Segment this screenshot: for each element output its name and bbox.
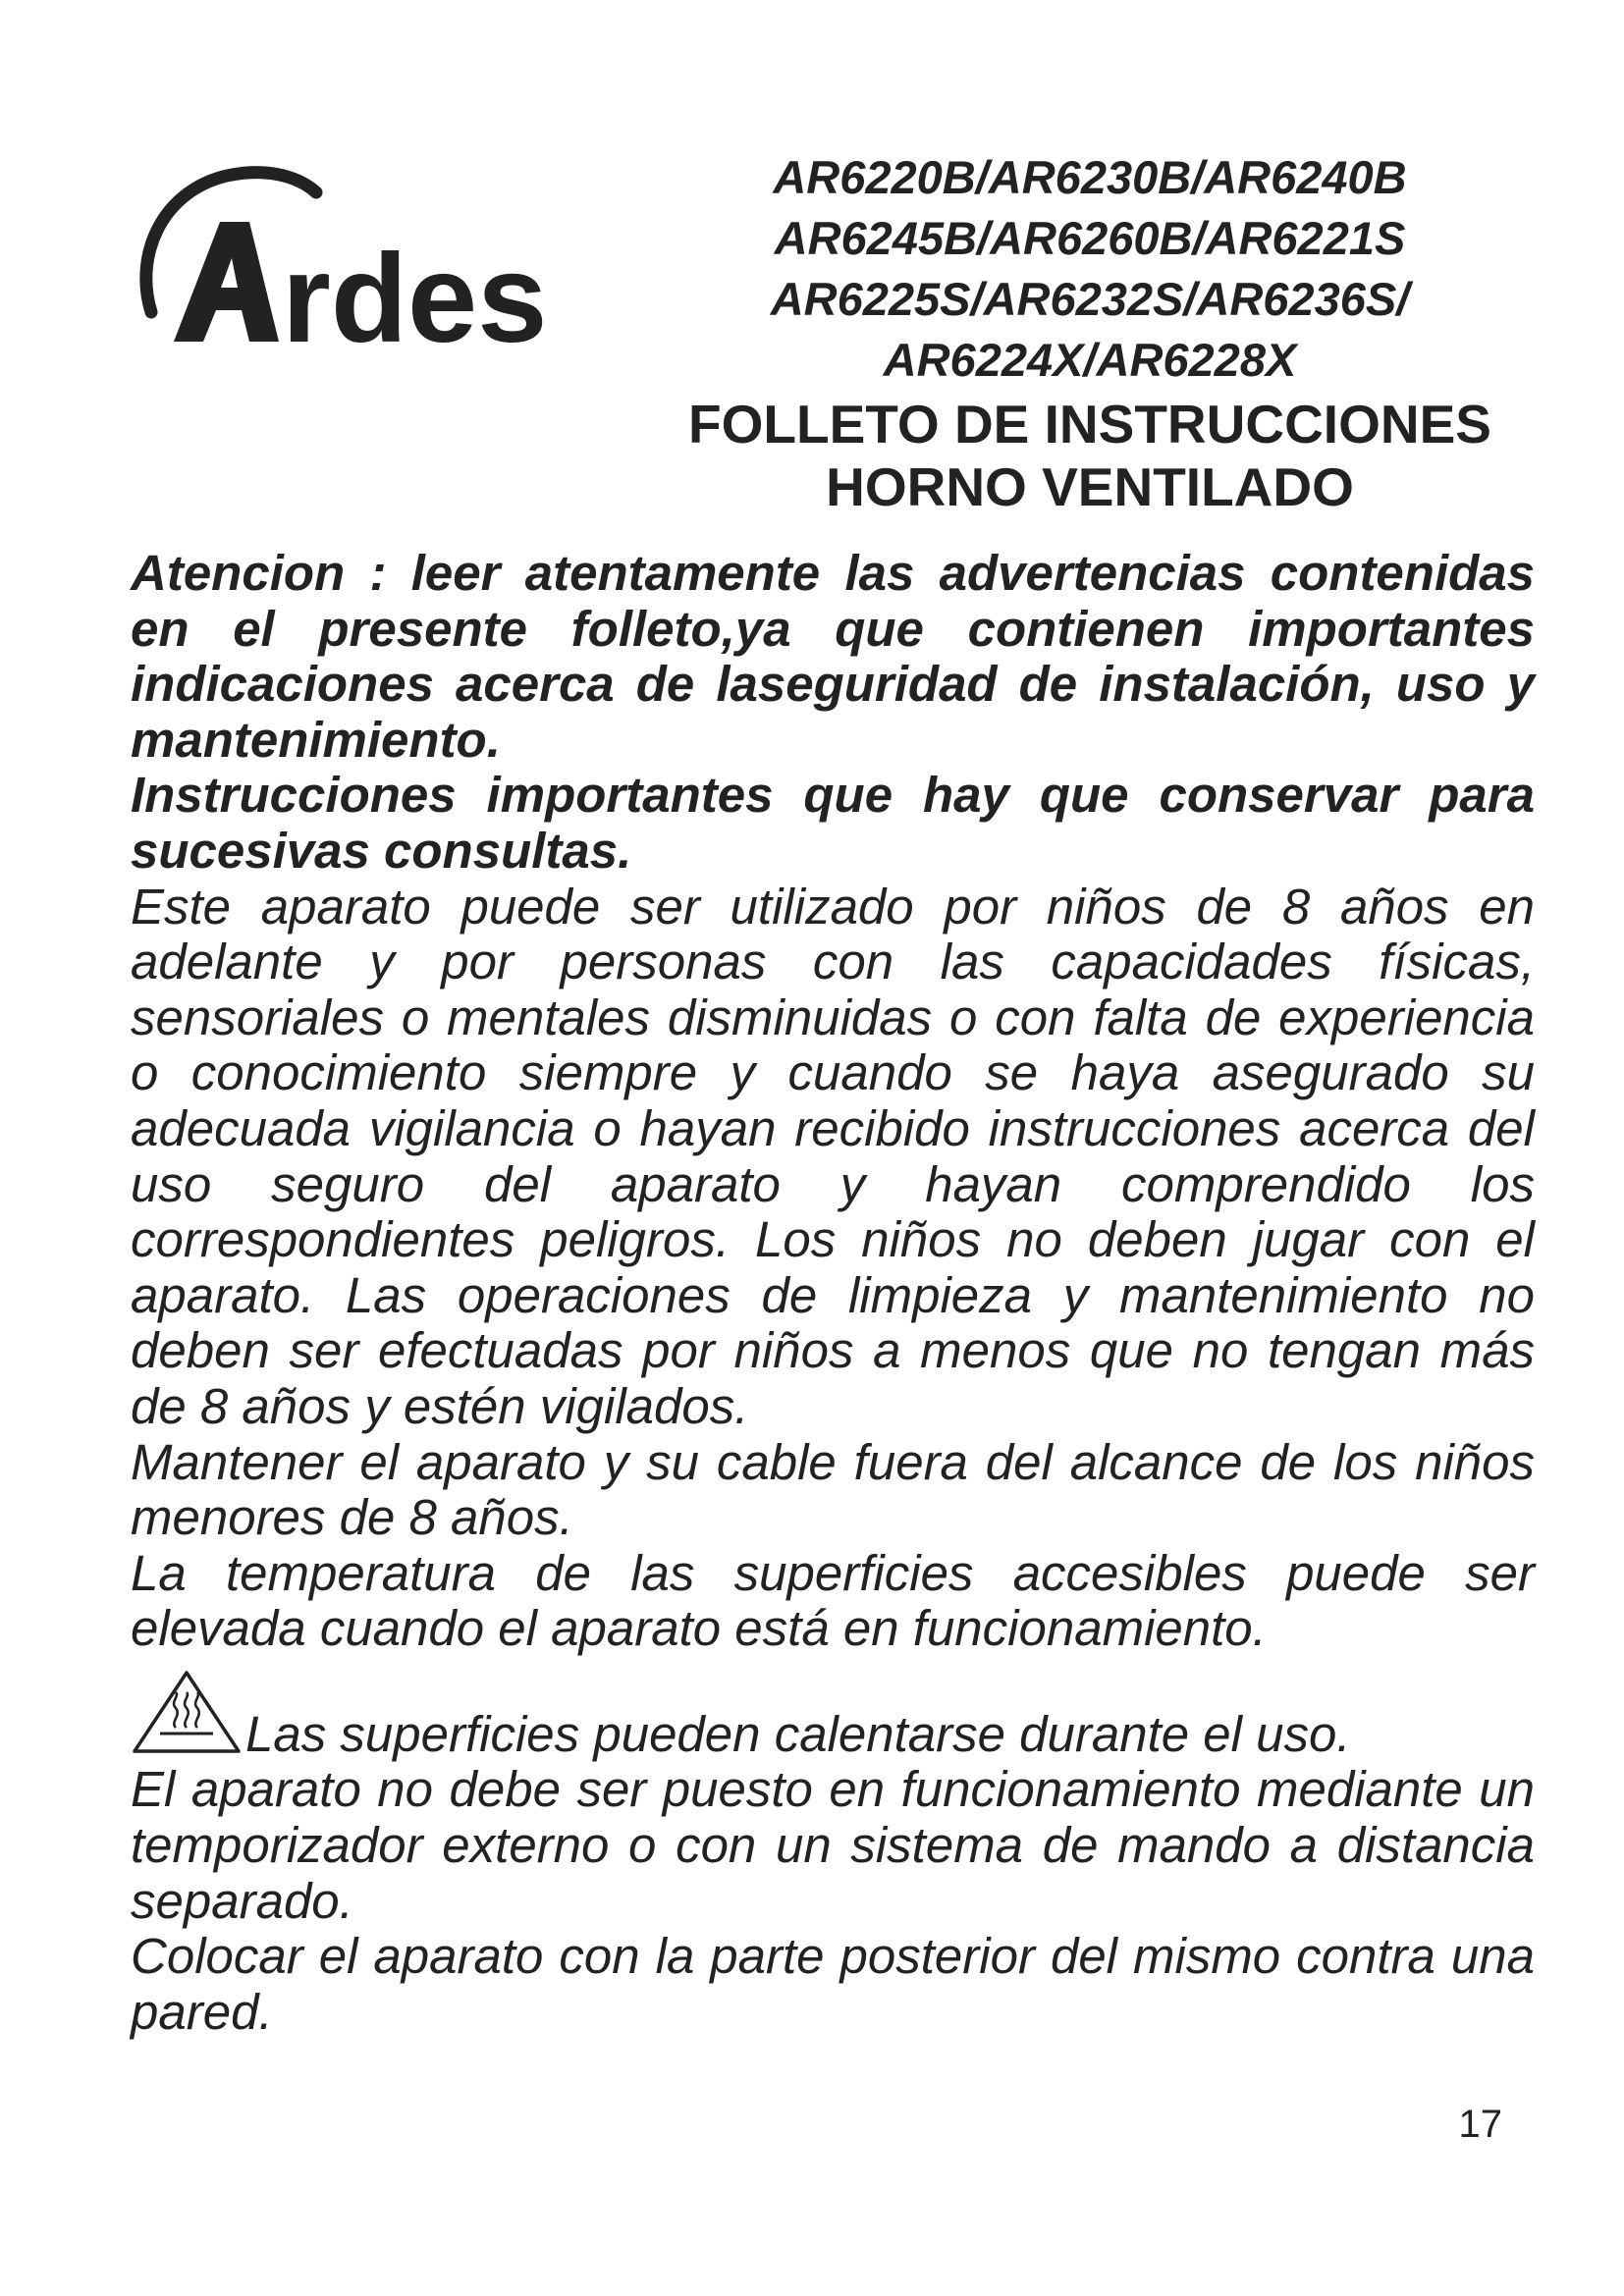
title-line: HORNO VENTILADO: [826, 456, 1354, 517]
hot-surfaces-text: Las superficies pueden calentarse durante el uso.: [245, 1705, 1351, 1762]
model-line: AR6224X/AR6228X: [883, 334, 1297, 386]
ardes-logo: [130, 165, 611, 371]
children-paragraph: Este aparato puede ser utilizado por niños de 8 años en adelante y por personas con las capacidades físicas, sensoriales o mentales disminuidas o con falta de experiencia o conocimiento siempre y cuando se haya asegurado su adecuada vigilancia o hayan recibido instrucciones acerca del uso seguro del aparato y hayan comprendido los correspondientes peligros. Los niños no deben jugar con el aparato. Las operaciones de limpieza y mantenimiento no deben ser efectuadas por niños a menos que no tengan más de 8 años y estén vigilados.: [131, 878, 1535, 1434]
model-line: AR6225S/AR6232S/AR6236S/: [770, 273, 1410, 325]
cable-paragraph: Mantener el aparato y su cable fuera del alcance de los niños menores de 8 años.: [131, 1433, 1535, 1546]
title-line: FOLLETO DE INSTRUCCIONES: [688, 394, 1491, 454]
keep-instructions-paragraph: Instrucciones importantes que hay que conservar para sucesivas consultas.: [131, 767, 1535, 879]
document-title: [628, 393, 1551, 518]
instructions-body: [131, 546, 1535, 2040]
model-line: AR6220B/AR6230B/AR6240B: [773, 151, 1407, 203]
temperature-paragraph: La temperatura de las superficies accesibles puede ser elevada cuando el aparato está en funcionamiento.: [131, 1544, 1535, 1657]
placement-paragraph: Colocar el aparato con la parte posterior del mismo contra una pared.: [131, 1928, 1535, 2040]
hot-surfaces-paragraph: [131, 1667, 1535, 1763]
attention-paragraph: Atencion : leer atentamente las advertencias contenidas en el presente folleto,ya que contienen importantes indicaciones acerca de laseguridad de instalación, uso y mantenimiento.: [131, 545, 1535, 768]
model-line: AR6245B/AR6260B/AR6221S: [774, 212, 1406, 264]
timer-paragraph: El aparato no debe ser puesto en funcionamiento mediante un temporizador externo o con un sistema de mando a distancia separado.: [131, 1761, 1535, 1929]
page-number: 17: [1458, 2103, 1502, 2146]
model-numbers: [668, 147, 1512, 391]
hot-surface-warning-icon: [131, 1667, 244, 1757]
svg-text:rdes: rdes: [282, 229, 548, 369]
